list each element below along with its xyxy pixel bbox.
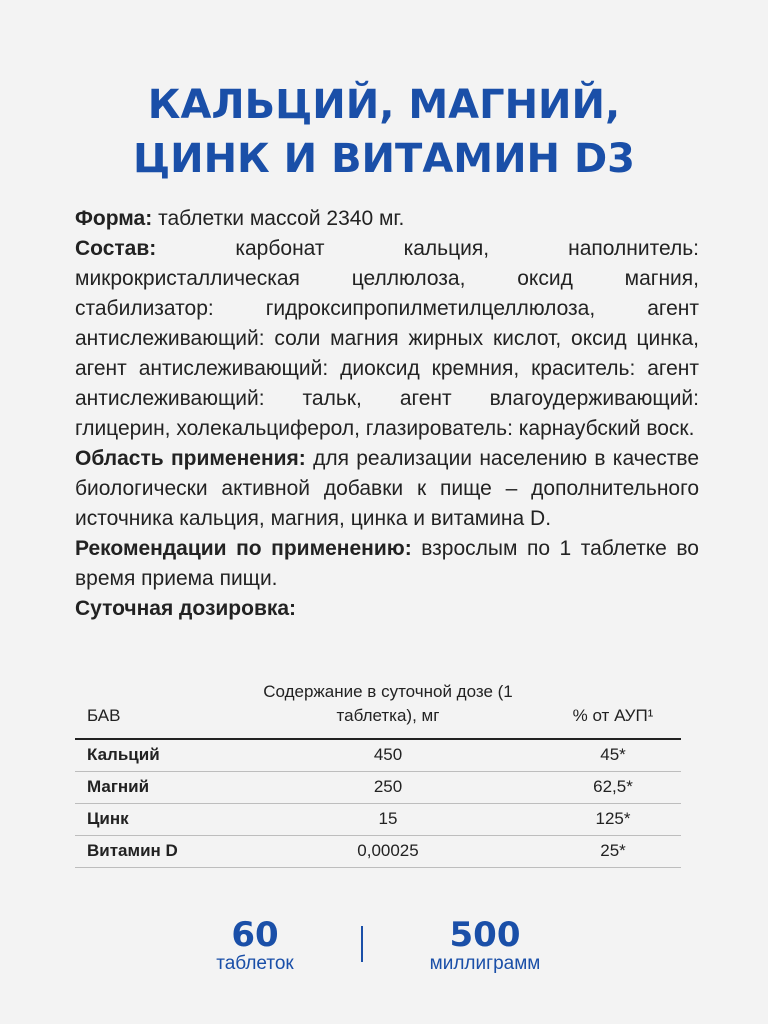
- row-pct: 62,5*: [593, 777, 633, 796]
- usage-text: для реализации населению в качестве биологически активной добавки к пище – дополнительного источника кальция, магния, цинка и витамина D.: [75, 447, 699, 530]
- recommend-label: Рекомендации по применению:: [75, 537, 412, 560]
- table-header: [75, 678, 681, 740]
- usage-paragraph: [75, 444, 699, 534]
- form-paragraph: [75, 204, 699, 234]
- usage-label: Область применения:: [75, 447, 306, 470]
- row-pct: 45*: [600, 745, 626, 764]
- tablet-weight-value: 500: [449, 915, 521, 955]
- tablet-count-value: 60: [231, 915, 279, 955]
- composition-paragraph: [75, 234, 699, 444]
- row-amount: 450: [373, 745, 403, 764]
- form-label: Форма:: [75, 207, 153, 230]
- tablet-weight-label: миллиграмм: [429, 953, 541, 974]
- title-line-1: КАЛЬЦИЙ, МАГНИЙ,: [147, 82, 621, 128]
- footer-stats: [0, 916, 768, 976]
- table-row: [75, 772, 681, 804]
- title-line-2: ЦИНК И ВИТАМИН D3: [132, 136, 635, 182]
- table-row: [75, 836, 681, 868]
- recommend-text: взрослым по 1 таблетке во время приема пищи.: [75, 537, 699, 590]
- table-row: [75, 804, 681, 836]
- header-pct: % от АУП¹: [572, 706, 654, 725]
- footer-divider: [361, 926, 363, 962]
- page-title: [0, 78, 768, 186]
- row-pct: 25*: [600, 841, 626, 860]
- tablet-count: [190, 916, 320, 974]
- recommend-paragraph: [75, 534, 699, 594]
- tablet-count-label: таблеток: [216, 953, 294, 974]
- row-name: Магний: [87, 777, 150, 796]
- tablet-weight: [410, 916, 560, 974]
- composition-label: Состав:: [75, 237, 157, 260]
- composition-text: карбонат кальция, наполнитель: микрокристаллическая целлюлоза, оксид магния, стабилизатор: гидроксипропилметилцеллюлоза, агент антислеживающий: соли магния жирных кислот, оксид цинка, агент антислеживающий: диоксид кремния, краситель: агент антислеживающий: тальк, агент влагоудерживающий: глицерин, холекальциферол, глазирователь: карнаубский воск.: [75, 237, 699, 440]
- row-amount: 15: [378, 809, 398, 828]
- row-amount: 250: [373, 777, 403, 796]
- form-text: таблетки массой 2340 мг.: [152, 207, 405, 230]
- row-name: Кальций: [87, 745, 160, 764]
- row-name: Витамин D: [87, 841, 178, 860]
- header-content: Содержание в суточной дозе (1 таблетка), мг: [263, 682, 513, 725]
- dosage-table: [75, 678, 681, 868]
- header-bav: БАВ: [87, 706, 121, 725]
- row-pct: 125*: [595, 809, 631, 828]
- daily-dosage-heading: Суточная дозировка:: [75, 597, 297, 620]
- product-description: [75, 204, 699, 624]
- row-name: Цинк: [87, 809, 129, 828]
- row-amount: 0,00025: [357, 841, 419, 860]
- table-row: [75, 740, 681, 772]
